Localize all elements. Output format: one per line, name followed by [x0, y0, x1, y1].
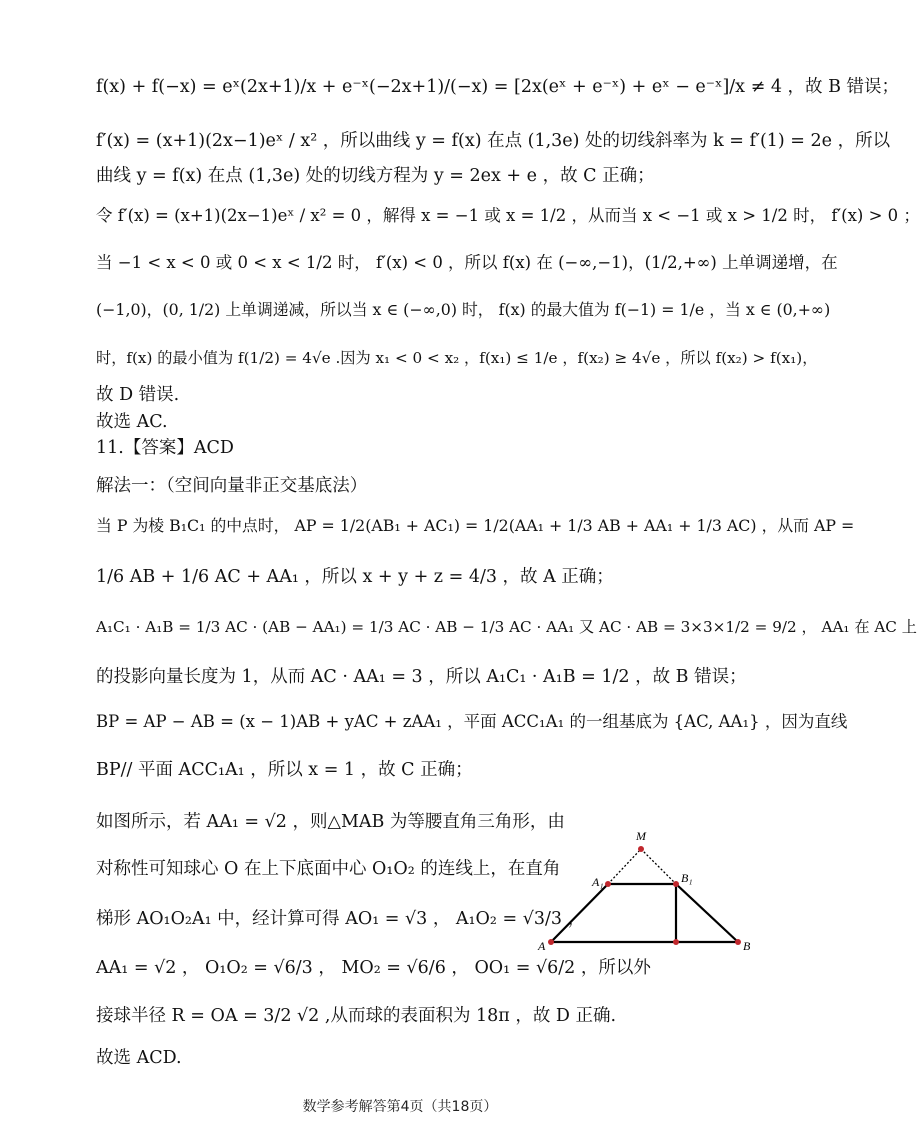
- text-line-19: 对称性可知球心 O 在上下底面中心 O₁O₂ 的连线上，在直角: [96, 859, 561, 879]
- text-line-3: 曲线 y = f(x) 在点 (1,3e) 处的切线方程为 y = 2ex + e ，故 C 正确；: [96, 166, 655, 186]
- label-A1: A₁: [592, 875, 604, 889]
- text-line-7: 时，f(x) 的最小值为 f(1/2) = 4√e .因为 x₁ < 0 < x₂ ，f(x₁) ≤ 1/e ，f(x₂) ≥ 4√e ，所以 f(x₂) > f(x₁)，: [96, 349, 818, 367]
- text-line-2: f′(x) = (x+1)(2x−1)eˣ / x² ，所以曲线 y = f(x) 在点 (1,3e) 处的切线斜率为 k = f′(1) = 2e ，所以: [96, 131, 891, 151]
- text-line-13: 1/6 AB + 1/6 AC + AA₁ ，所以 x + y + z = 4/3 ，故 A 正确；: [96, 567, 614, 587]
- edge-B1B: [676, 884, 738, 942]
- text-line-14: A₁C₁ · A₁B = 1/3 AC · (AB − AA₁) = 1/3 AC · AB − 1/3 AC · AA₁ 又 AC · AB = 3×3×1/2 = 9/2 ， AA₁ 在 AC 上: [96, 618, 917, 636]
- text-line-4: 令 f′(x) = (x+1)(2x−1)eˣ / x² = 0 ，解得 x = −1 或 x = 1/2 ，从而当 x < −1 或 x > 1/2 时， f′(x) > 0 ；: [96, 206, 920, 225]
- text-line-9: 故选 AC.: [96, 412, 168, 432]
- point-A: [548, 939, 554, 945]
- point-B1: [673, 881, 679, 887]
- text-line-16: BP = AP − AB = (x − 1)AB + yAC + zAA₁ ，平面 ACC₁A₁ 的一组基底为 {AC, AA₁} ，因为直线: [96, 712, 848, 731]
- text-line-5: 当 −1 < x < 0 或 0 < x < 1/2 时， f′(x) < 0 ，所以 f(x) 在 (−∞,−1)，(1/2,+∞) 上单调递增，在: [96, 253, 838, 272]
- trapezoid-figure: [530, 826, 770, 966]
- text-line-22: 接球半径 R = OA = 3/2 √2 ,从而球的表面积为 18π ，故 D 正确.: [96, 1006, 617, 1026]
- point-M: [638, 846, 644, 852]
- dashed-B1M: [641, 849, 676, 884]
- text-line-17: BP// 平面 ACC₁A₁ ，所以 x = 1 ，故 C 正确；: [96, 760, 473, 780]
- label-A: A: [538, 939, 546, 953]
- text-line-20: 梯形 AO₁O₂A₁ 中，经计算可得 AO₁ = √3 ， A₁O₂ = √3/3 ，: [96, 909, 586, 929]
- text-line-15: 的投影向量长度为 1，从而 AC · AA₁ = 3 ，所以 A₁C₁ · A₁B = 1/2 ，故 B 错误；: [96, 667, 747, 687]
- text-line-12: 当 P 为棱 B₁C₁ 的中点时， AP = 1/2(AB₁ + AC₁) = 1/2(AA₁ + 1/3 AB + AA₁ + 1/3 AC) ，从而 AP =: [96, 516, 855, 535]
- edge-AA1: [551, 884, 608, 942]
- text-line-21: AA₁ = √2 ， O₁O₂ = √6/3 ， MO₂ = √6/6 ， OO₁ = √6/2 ，所以外: [96, 958, 651, 978]
- text-line-6: (−1,0)，(0, 1/2) 上单调递减，所以当 x ∈ (−∞,0) 时， f(x) 的最大值为 f(−1) = 1/e ，当 x ∈ (0,+∞): [96, 300, 831, 319]
- label-B1: B₁: [681, 871, 693, 885]
- text-line-18: 如图所示，若 AA₁ = √2 ，则△MAB 为等腰直角三角形，由: [96, 812, 565, 832]
- method-heading: 解法一：（空间向量非正交基底法）: [96, 476, 368, 496]
- label-M: M: [636, 829, 646, 843]
- page-footer: 数学参考解答第4页（共18页）: [302, 1099, 498, 1115]
- point-A1: [605, 881, 611, 887]
- text-line-1: f(x) + f(−x) = eˣ(2x+1)/x + e⁻ˣ(−2x+1)/(−x) = [2x(eˣ + e⁻ˣ) + eˣ − e⁻ˣ]/x ≠ 4 ，故 B 错误；: [96, 77, 900, 97]
- point-foot: [673, 939, 679, 945]
- text-line-8: 故 D 错误.: [96, 385, 180, 405]
- point-B: [735, 939, 741, 945]
- answer-heading: 11.【答案】ACD: [96, 438, 234, 458]
- label-B: B: [743, 939, 751, 953]
- text-line-23: 故选 ACD.: [96, 1048, 182, 1068]
- dashed-A1M: [608, 849, 641, 884]
